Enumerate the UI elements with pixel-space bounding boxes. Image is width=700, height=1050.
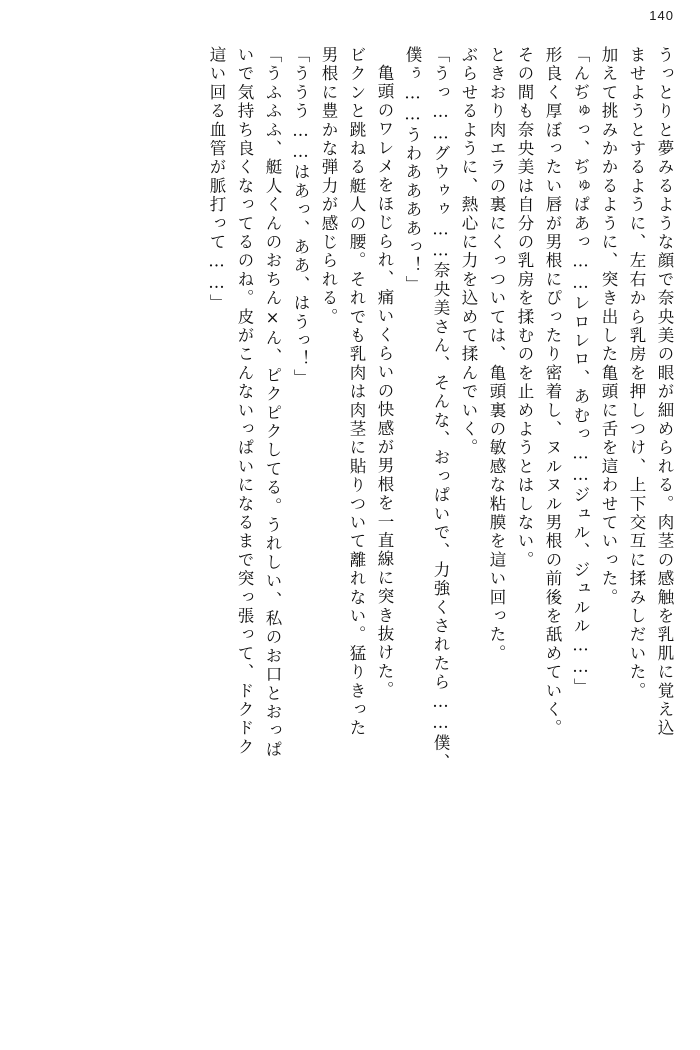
text-line: 男根に豊かな弾力が感じられる。 — [319, 46, 338, 327]
text-line: 「んぢゅっ、ぢゅぱあっ……レロレロ、あむっ……ジュル、ジュルル……」 — [571, 46, 590, 697]
page-number: 140 — [649, 8, 674, 23]
text-line: ときおり肉エラの裏にくっついては、亀頭裏の敏感な粘膜を這い回った。 — [487, 46, 506, 664]
text-line: 加えて挑みかかるように、突き出した亀頭に舌を這わせていった。 — [599, 46, 618, 607]
text-line: 這い回る血管が脈打って……」 — [207, 46, 226, 313]
text-line: 「ううう……はあっ、ああ、はうっ！」 — [291, 46, 310, 388]
text-line: いで気持ち良くなってるのね。皮がこんないっぱいになるまで突っ張って、ドクドク — [235, 46, 254, 757]
text-line: 「うふふふ、艇人くんのおちん×ん、ピクピクしてる。うれしい、私のお口とおっぱ — [263, 46, 282, 760]
text-line: ませようとするように、左右から乳房を押しつけ、上下交互に揉みしだいた。 — [627, 46, 646, 701]
text-line: ぶらせるように、熱心に力を込めて揉んでいく。 — [459, 46, 478, 458]
text-line: 形良く厚ぼったい唇が男根にぴったり密着し、ヌルヌル男根の前後を舐めていく。 — [543, 46, 562, 738]
text-line: ビクンと跳ねる艇人の腰。それでも乳肉は肉茎に貼りついて離れない。猛りきった — [347, 46, 366, 738]
text-line: その間も奈央美は自分の乳房を揉むのを止めようとはしない。 — [515, 46, 534, 570]
vertical-text-body — [38, 46, 672, 1014]
text-line: 「うっ……グウゥゥ……奈央美さん、そんな、おっぱいで、力強くされたら……僕、 — [431, 46, 450, 772]
text-line: うっとりと夢みるような顔で奈央美の眼が細められる。肉茎の感触を乳肌に覚え込 — [655, 46, 674, 738]
text-line: 亀頭のワレメをほじられ、痛いくらいの快感が男根を一直線に突き抜けた。 — [375, 64, 394, 700]
text-line: 僕ぅ……うわああああっ！」 — [403, 46, 422, 295]
